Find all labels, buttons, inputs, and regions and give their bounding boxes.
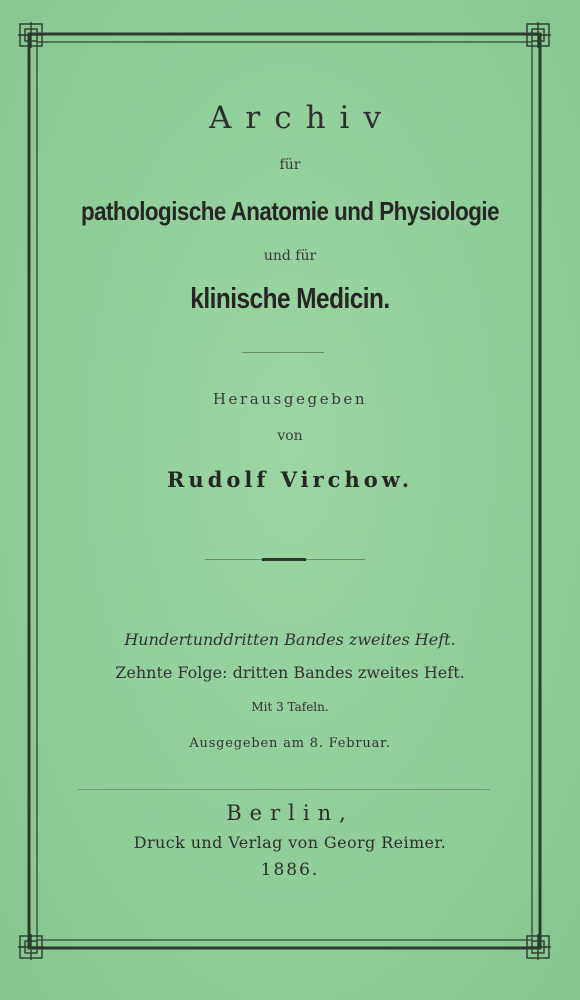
- edited-by-label: Herausgegeben: [212, 390, 368, 408]
- imprint-city: Berlin,: [226, 801, 354, 825]
- journal-subtitle-2: klinische Medicin.: [190, 283, 390, 315]
- issue-line-2: Zehnte Folge: dritten Bandes zweites Heft.: [115, 663, 465, 682]
- und-fur-connector: und für: [263, 248, 317, 264]
- corner-ornament-bottom-right: [525, 934, 551, 960]
- von-label: von: [277, 428, 303, 444]
- fur-connector: für: [279, 157, 301, 173]
- plates-note: Mit 3 Tafeln.: [251, 700, 329, 714]
- journal-title: Archiv: [209, 100, 395, 136]
- imprint-year: 1886.: [260, 860, 320, 880]
- corner-ornament-top-left: [18, 22, 44, 48]
- journal-subtitle: pathologische Anatomie und Physiologie: [80, 196, 500, 226]
- divider-short: [242, 352, 324, 353]
- corner-ornament-top-right: [525, 22, 551, 48]
- issue-line-1: Hundertunddritten Bandes zweites Heft.: [124, 630, 456, 649]
- divider-long: [78, 789, 490, 790]
- issue-date: Ausgegeben am 8. Februar.: [189, 736, 391, 751]
- editor-name: Rudolf Virchow.: [166, 467, 414, 492]
- divider-mid-accent: [262, 558, 306, 561]
- corner-ornament-bottom-left: [18, 934, 44, 960]
- imprint-publisher: Druck und Verlag von Georg Reimer.: [133, 833, 447, 852]
